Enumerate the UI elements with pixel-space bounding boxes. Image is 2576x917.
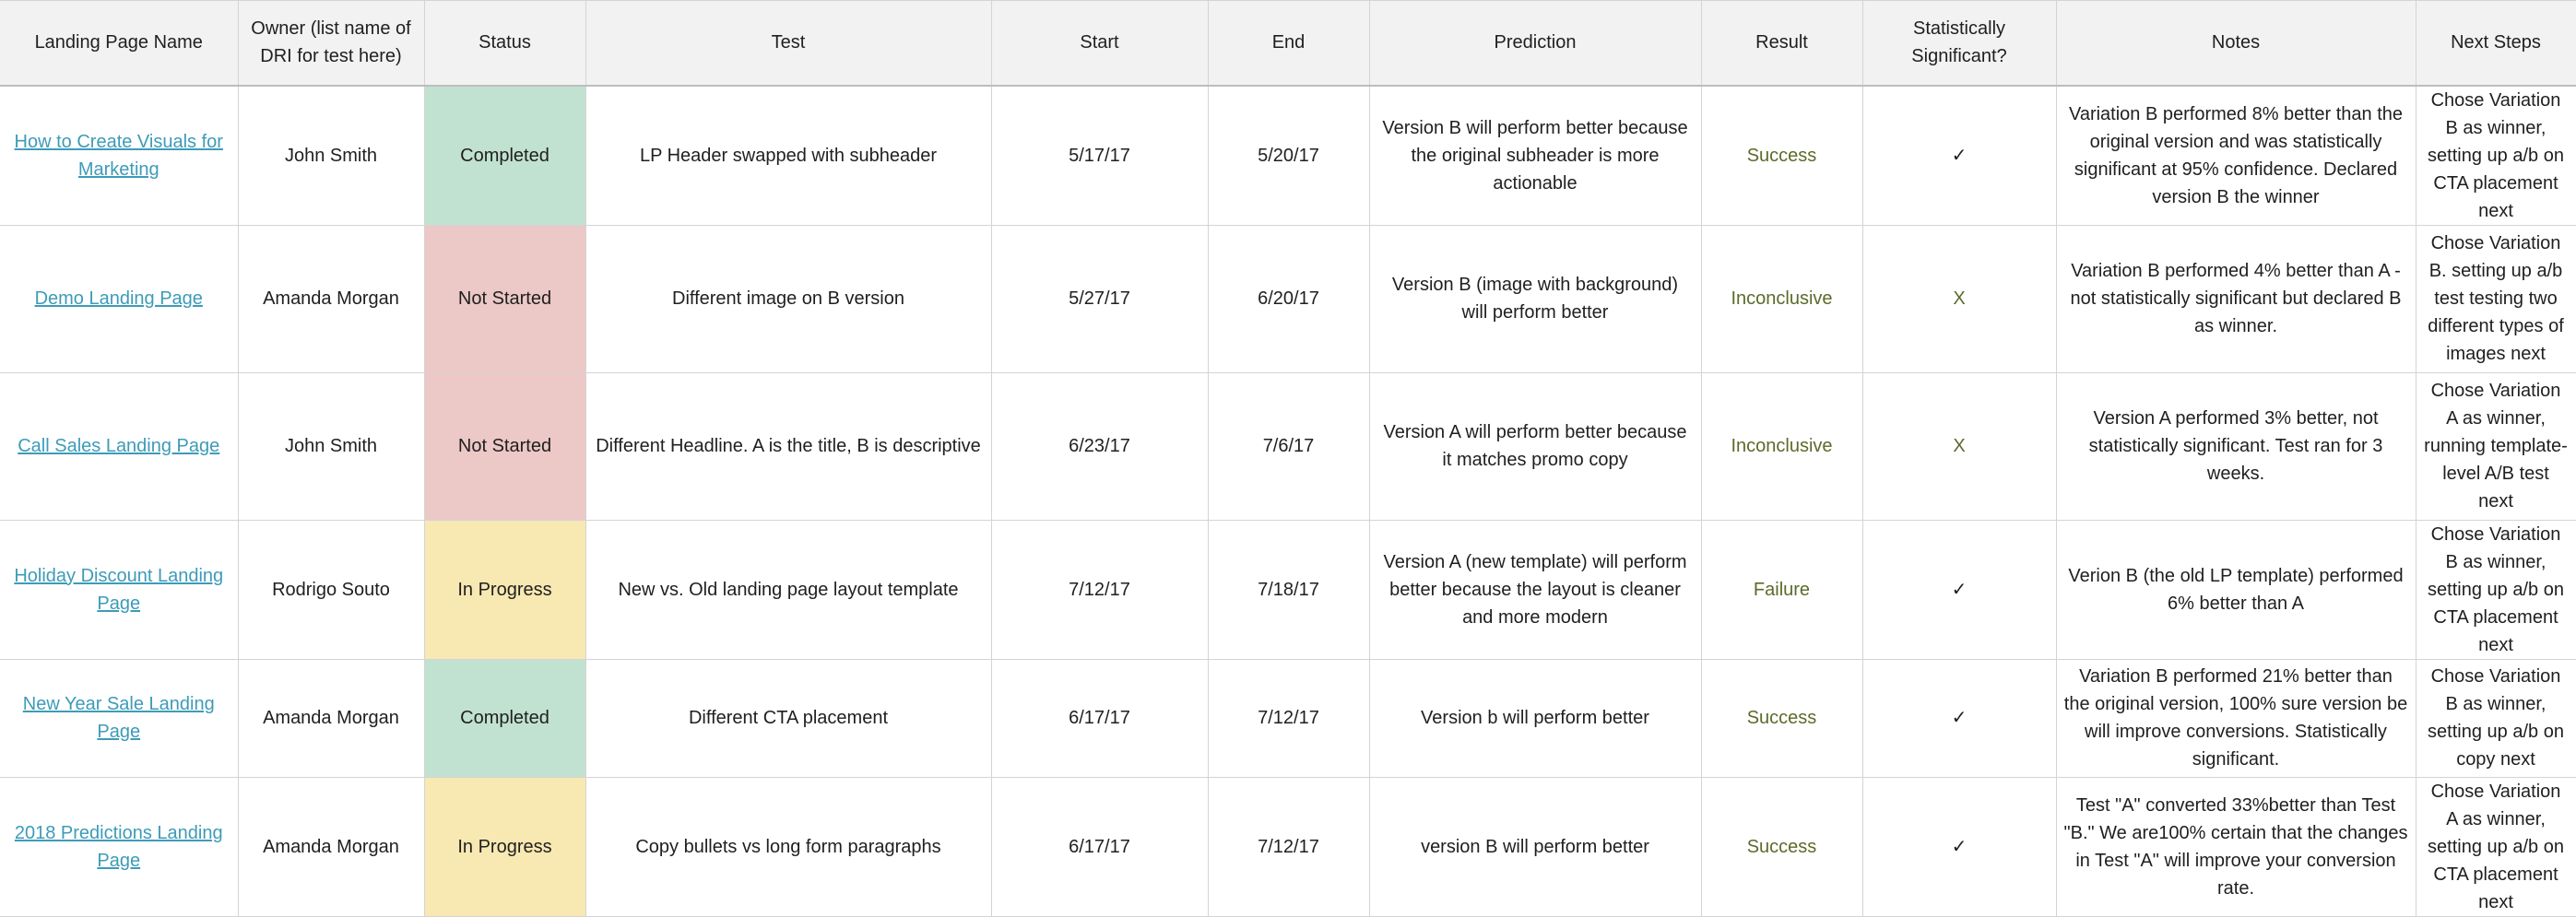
notes-cell[interactable]: Variation B performed 21% better than the original version, 100% sure version be will improve conversions. Statistically significant.	[2056, 659, 2416, 777]
result-cell[interactable]: Inconclusive	[1701, 372, 1862, 520]
start-date-cell[interactable]: 5/27/17	[991, 225, 1208, 372]
landing-page-link[interactable]: New Year Sale Landing Page	[22, 694, 215, 742]
table-row	[0, 86, 2576, 226]
end-date-cell[interactable]: 6/20/17	[1208, 225, 1369, 372]
test-cell[interactable]: Different image on B version	[585, 225, 991, 372]
result-cell[interactable]: Success	[1701, 86, 1862, 226]
prediction-cell[interactable]: Version A will perform better because it matches promo copy	[1369, 372, 1701, 520]
significant-cell[interactable]: ✓	[1862, 86, 2056, 226]
col-header-landing-page[interactable]: Landing Page Name	[0, 1, 238, 86]
notes-cell[interactable]: Variation B performed 8% better than the original version and was statistically significant at 95% confidence. Declared version B the winner	[2056, 86, 2416, 226]
landing-page-cell[interactable]	[0, 225, 238, 372]
col-header-owner[interactable]: Owner (list name of DRI for test here)	[238, 1, 424, 86]
col-header-end[interactable]: End	[1208, 1, 1369, 86]
test-cell[interactable]: LP Header swapped with subheader	[585, 86, 991, 226]
landing-page-cell[interactable]	[0, 86, 238, 226]
start-date-cell[interactable]: 6/17/17	[991, 777, 1208, 916]
end-date-cell[interactable]: 5/20/17	[1208, 86, 1369, 226]
notes-cell[interactable]: Verion B (the old LP template) performed 6% better than A	[2056, 520, 2416, 659]
landing-page-link[interactable]: How to Create Visuals for Marketing	[14, 131, 223, 180]
prediction-cell[interactable]: version B will perform better	[1369, 777, 1701, 916]
start-date-cell[interactable]: 6/23/17	[991, 372, 1208, 520]
start-date-cell[interactable]: 6/17/17	[991, 659, 1208, 777]
next-steps-cell[interactable]: Chose Variation B as winner, setting up a/b on CTA placement next	[2416, 86, 2576, 226]
test-cell[interactable]: Different CTA placement	[585, 659, 991, 777]
landing-page-link[interactable]: Demo Landing Page	[34, 288, 203, 309]
owner-cell[interactable]: Amanda Morgan	[238, 659, 424, 777]
col-header-next-steps[interactable]: Next Steps	[2416, 1, 2576, 86]
status-cell[interactable]: Not Started	[424, 372, 585, 520]
significant-cell[interactable]: X	[1862, 372, 2056, 520]
next-steps-cell[interactable]: Chose Variation A as winner, running template-level A/B test next	[2416, 372, 2576, 520]
end-date-cell[interactable]: 7/12/17	[1208, 659, 1369, 777]
end-date-cell[interactable]: 7/12/17	[1208, 777, 1369, 916]
owner-cell[interactable]: John Smith	[238, 86, 424, 226]
landing-page-cell[interactable]	[0, 520, 238, 659]
col-header-test[interactable]: Test	[585, 1, 991, 86]
prediction-cell[interactable]: Version B (image with background) will perform better	[1369, 225, 1701, 372]
next-steps-cell[interactable]: Chose Variation A as winner, setting up a/b on CTA placement next	[2416, 777, 2576, 916]
landing-page-cell[interactable]	[0, 372, 238, 520]
col-header-significant[interactable]: Statistically Significant?	[1862, 1, 2056, 86]
end-date-cell[interactable]: 7/6/17	[1208, 372, 1369, 520]
notes-cell[interactable]: Variation B performed 4% better than A - not statistically significant but declared B as winner.	[2056, 225, 2416, 372]
prediction-cell[interactable]: Version B will perform better because the original subheader is more actionable	[1369, 86, 1701, 226]
owner-cell[interactable]: John Smith	[238, 372, 424, 520]
status-cell[interactable]: Not Started	[424, 225, 585, 372]
result-cell[interactable]: Inconclusive	[1701, 225, 1862, 372]
notes-cell[interactable]: Version A performed 3% better, not statistically significant. Test ran for 3 weeks.	[2056, 372, 2416, 520]
landing-page-cell[interactable]	[0, 659, 238, 777]
start-date-cell[interactable]: 5/17/17	[991, 86, 1208, 226]
start-date-cell[interactable]: 7/12/17	[991, 520, 1208, 659]
status-cell[interactable]: Completed	[424, 86, 585, 226]
test-cell[interactable]: New vs. Old landing page layout template	[585, 520, 991, 659]
status-cell[interactable]: Completed	[424, 659, 585, 777]
next-steps-cell[interactable]: Chose Variation B as winner, setting up a/b on copy next	[2416, 659, 2576, 777]
result-cell[interactable]: Success	[1701, 659, 1862, 777]
owner-cell[interactable]: Amanda Morgan	[238, 777, 424, 916]
next-steps-cell[interactable]: Chose Variation B as winner, setting up a/b on CTA placement next	[2416, 520, 2576, 659]
landing-page-link[interactable]: 2018 Predictions Landing Page	[14, 822, 223, 871]
significant-cell[interactable]: ✓	[1862, 659, 2056, 777]
test-cell[interactable]: Different Headline. A is the title, B is descriptive	[585, 372, 991, 520]
landing-page-cell[interactable]	[0, 777, 238, 916]
col-header-status[interactable]: Status	[424, 1, 585, 86]
status-cell[interactable]: In Progress	[424, 520, 585, 659]
landing-page-link[interactable]: Holiday Discount Landing Page	[14, 565, 224, 614]
table-row	[0, 372, 2576, 520]
col-header-start[interactable]: Start	[991, 1, 1208, 86]
header-row	[0, 1, 2576, 86]
notes-cell[interactable]: Test "A" converted 33%better than Test "B." We are100% certain that the changes in Test "A" will improve your conversion rate.	[2056, 777, 2416, 916]
next-steps-cell[interactable]: Chose Variation B. setting up a/b test testing two different types of images next	[2416, 225, 2576, 372]
table-row	[0, 520, 2576, 659]
prediction-cell[interactable]: Version b will perform better	[1369, 659, 1701, 777]
table-row	[0, 225, 2576, 372]
result-cell[interactable]: Success	[1701, 777, 1862, 916]
test-cell[interactable]: Copy bullets vs long form paragraphs	[585, 777, 991, 916]
prediction-cell[interactable]: Version A (new template) will perform better because the layout is cleaner and more modern	[1369, 520, 1701, 659]
table-row	[0, 659, 2576, 777]
owner-cell[interactable]: Rodrigo Souto	[238, 520, 424, 659]
significant-cell[interactable]: X	[1862, 225, 2056, 372]
end-date-cell[interactable]: 7/18/17	[1208, 520, 1369, 659]
result-cell[interactable]: Failure	[1701, 520, 1862, 659]
landing-page-link[interactable]: Call Sales Landing Page	[18, 436, 220, 456]
owner-cell[interactable]: Amanda Morgan	[238, 225, 424, 372]
table-row	[0, 777, 2576, 916]
significant-cell[interactable]: ✓	[1862, 777, 2056, 916]
col-header-prediction[interactable]: Prediction	[1369, 1, 1701, 86]
col-header-result[interactable]: Result	[1701, 1, 1862, 86]
status-cell[interactable]: In Progress	[424, 777, 585, 916]
significant-cell[interactable]: ✓	[1862, 520, 2056, 659]
col-header-notes[interactable]: Notes	[2056, 1, 2416, 86]
